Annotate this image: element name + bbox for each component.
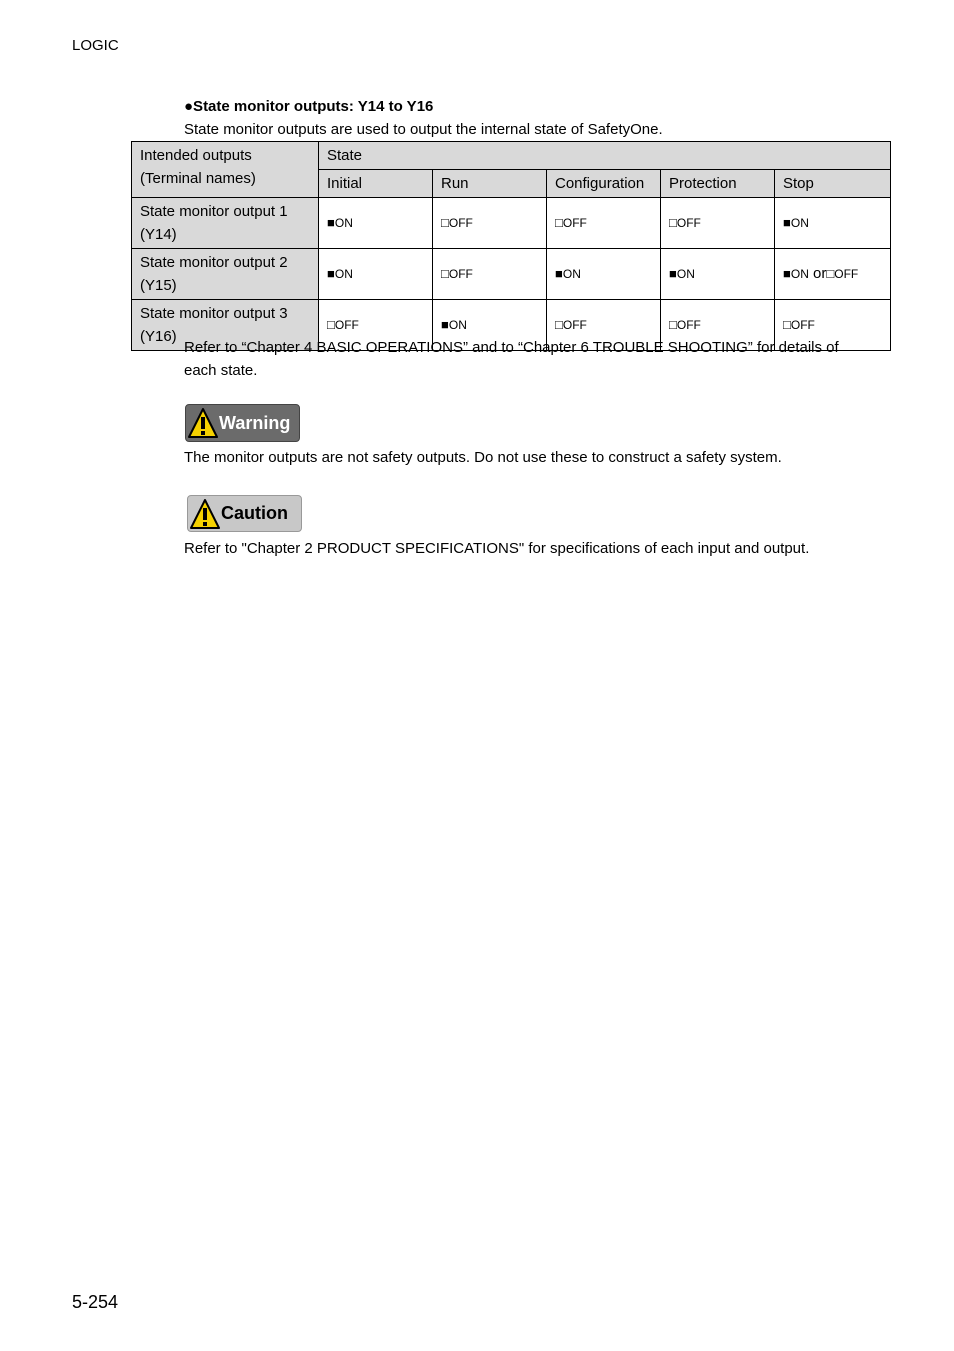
state-column-header: Protection (661, 170, 775, 198)
page-number: 5-254 (72, 1292, 119, 1312)
state-cell (319, 249, 433, 300)
state-value: OFF (676, 216, 701, 230)
state-symbol-icon: ■ (669, 266, 677, 281)
state-symbol-icon: □ (669, 215, 677, 230)
state-value: OFF (834, 267, 859, 281)
state-symbol-icon: ■ (441, 317, 449, 332)
state-value: OFF (562, 318, 587, 332)
warning-triangle-icon (188, 407, 218, 439)
caution-badge (187, 495, 302, 532)
page-header-section: LOGIC (72, 37, 119, 54)
state-value: OFF (448, 267, 473, 281)
state-value: ON (334, 267, 353, 281)
state-value: OFF (790, 318, 815, 332)
warning-label: Warning (219, 412, 291, 433)
state-symbol-icon: ■ (783, 215, 791, 230)
state-symbol-icon: □ (441, 266, 449, 281)
state-joiner: or (808, 265, 827, 282)
state-column-header: Configuration (547, 170, 661, 198)
warning-text: The monitor outputs are not safety outputs. Do not use these to construct a safety system. (184, 449, 782, 466)
state-monitor-table (131, 141, 891, 351)
row-header-cell (132, 142, 319, 198)
state-symbol-icon: □ (555, 317, 563, 332)
refer-note: Refer to “Chapter 4 BASIC OPERATIONS” and to “Chapter 6 TROUBLE SHOOTING” for details of each state. (184, 339, 839, 379)
state-cell (433, 198, 547, 249)
caution-text: Refer to "Chapter 2 PRODUCT SPECIFICATIONS" for specifications of each input and output. (184, 540, 810, 557)
output-name-name-line2: (Y15) (140, 277, 177, 294)
state-value: ON (790, 216, 809, 230)
output-name-name-line2: (Y14) (140, 226, 177, 243)
state-cell (433, 249, 547, 300)
table-row (132, 249, 891, 300)
row-header-line2: (Terminal names) (140, 170, 256, 187)
state-value: ON (334, 216, 353, 230)
state-symbol-icon: □ (826, 266, 835, 281)
state-cell (775, 249, 891, 300)
state-value: ON (790, 267, 809, 281)
state-value: OFF (448, 216, 473, 230)
state-cell (661, 198, 775, 249)
state-value: ON (562, 267, 581, 281)
state-group-header: State (319, 142, 891, 170)
state-cell (661, 249, 775, 300)
section-title: ●State monitor outputs: Y14 to Y16 (184, 98, 434, 115)
state-cell (547, 249, 661, 300)
output-name-name-line1: State monitor output 3 (140, 305, 288, 322)
state-symbol-icon: □ (327, 317, 335, 332)
state-column-header: Stop (775, 170, 891, 198)
state-symbol-icon: ■ (783, 266, 791, 281)
state-cell (319, 198, 433, 249)
state-column-header: Run (433, 170, 547, 198)
state-value: OFF (676, 318, 701, 332)
warning-badge (185, 404, 300, 442)
state-value: ON (448, 318, 467, 332)
state-value: ON (676, 267, 695, 281)
state-symbol-icon: □ (555, 215, 563, 230)
output-name-cell (132, 198, 319, 249)
state-symbol-icon: ■ (327, 215, 335, 230)
state-value: OFF (334, 318, 359, 332)
state-symbol-icon: ■ (327, 266, 335, 281)
output-name-name-line1: State monitor output 2 (140, 254, 288, 271)
row-header-line1: Intended outputs (140, 147, 252, 164)
table-row (132, 198, 891, 249)
output-name-name-line2: (Y16) (140, 328, 177, 345)
state-value: OFF (562, 216, 587, 230)
state-symbol-icon: □ (441, 215, 449, 230)
state-symbol-icon: □ (669, 317, 677, 332)
section-intro: State monitor outputs are used to output the internal state of SafetyOne. (184, 121, 663, 138)
caution-label: Caution (221, 503, 288, 523)
output-name-name-line1: State monitor output 1 (140, 203, 288, 220)
state-column-header: Initial (319, 170, 433, 198)
state-cell (775, 198, 891, 249)
state-symbol-icon: □ (783, 317, 791, 332)
state-cell (547, 198, 661, 249)
output-name-cell (132, 249, 319, 300)
warning-triangle-icon (190, 498, 220, 530)
state-symbol-icon: ■ (555, 266, 563, 281)
